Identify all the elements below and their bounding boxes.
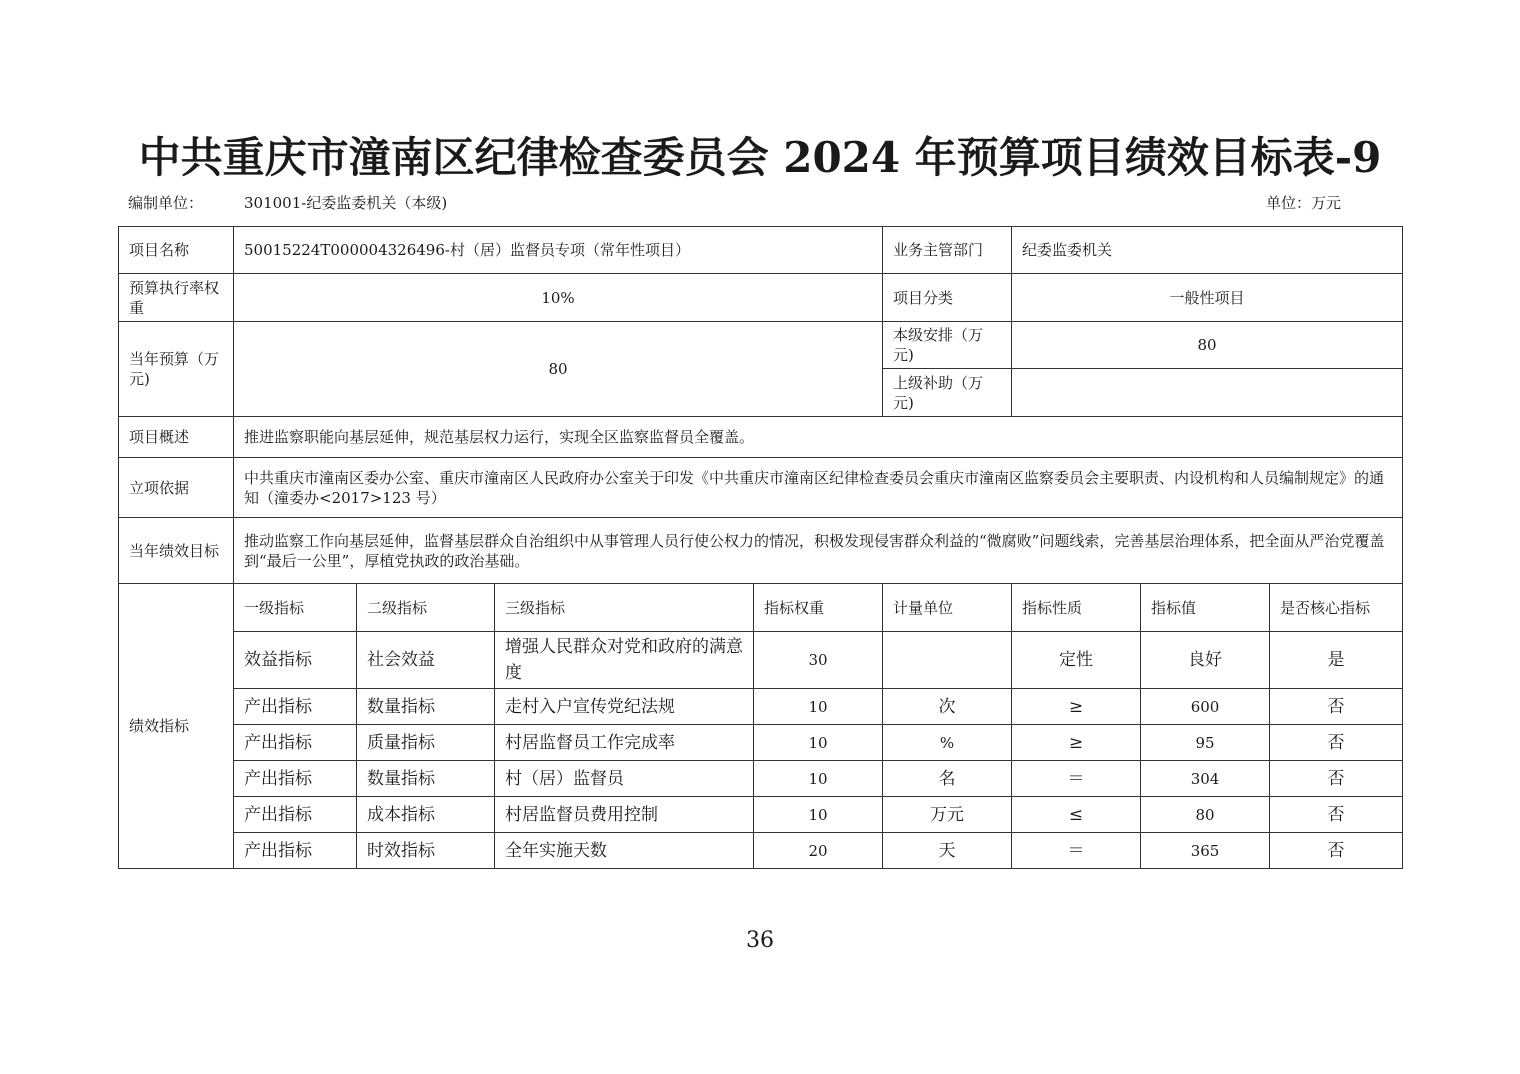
table-row	[119, 689, 1403, 725]
cell-value: 95	[1141, 725, 1270, 761]
cell-core: 是	[1270, 632, 1403, 689]
table-row	[119, 833, 1403, 869]
cell-unit: 天	[883, 833, 1012, 869]
cell-level3: 全年实施天数	[495, 833, 754, 869]
cell-unit: 次	[883, 689, 1012, 725]
budget-value: 80	[234, 322, 883, 417]
cell-level3: 村（居）监督员	[495, 761, 754, 797]
upper-label: 上级补助（万元)	[883, 369, 1012, 417]
cell-unit	[883, 632, 1012, 689]
cell-level3: 增强人民群众对党和政府的满意度	[495, 632, 754, 689]
cell-level1: 效益指标	[234, 632, 357, 689]
header-level3: 三级指标	[495, 584, 754, 632]
cell-nature: 定性	[1012, 632, 1141, 689]
cell-weight: 10	[754, 689, 883, 725]
local-value: 80	[1012, 322, 1403, 369]
category-value: 一般性项目	[1012, 274, 1403, 322]
cell-value: 良好	[1141, 632, 1270, 689]
cell-weight: 30	[754, 632, 883, 689]
cell-value: 80	[1141, 797, 1270, 833]
cell-level3: 村居监督员费用控制	[495, 797, 754, 833]
header-unit: 计量单位	[883, 584, 1012, 632]
dept-label: 业务主管部门	[883, 227, 1012, 274]
cell-nature: ＝	[1012, 761, 1141, 797]
cell-level2: 社会效益	[357, 632, 495, 689]
cell-value: 600	[1141, 689, 1270, 725]
cell-level2: 时效指标	[357, 833, 495, 869]
row-rate	[119, 274, 1403, 322]
document-title: 中共重庆市潼南区纪律检查委员会 2024 年预算项目绩效目标表-9	[138, 133, 1382, 182]
cell-nature: ≥	[1012, 689, 1141, 725]
cell-weight: 10	[754, 761, 883, 797]
indicator-header-row	[119, 584, 1403, 632]
org-label: 编制单位：	[128, 194, 204, 212]
table-row	[119, 632, 1403, 689]
row-goal	[119, 518, 1403, 584]
cell-core: 否	[1270, 689, 1403, 725]
upper-value	[1012, 369, 1403, 417]
row-budget-local	[119, 322, 1403, 369]
cell-level2: 成本指标	[357, 797, 495, 833]
cell-level1: 产出指标	[234, 689, 357, 725]
cell-nature: ≥	[1012, 725, 1141, 761]
cell-core: 否	[1270, 761, 1403, 797]
cell-level1: 产出指标	[234, 833, 357, 869]
dept-value: 纪委监委机关	[1012, 227, 1403, 274]
cell-nature: ＝	[1012, 833, 1141, 869]
cell-value: 304	[1141, 761, 1270, 797]
cell-level2: 质量指标	[357, 725, 495, 761]
goal-label: 当年绩效目标	[119, 518, 234, 584]
cell-weight: 10	[754, 725, 883, 761]
cell-level1: 产出指标	[234, 761, 357, 797]
header-level1: 一级指标	[234, 584, 357, 632]
cell-core: 否	[1270, 797, 1403, 833]
indicator-section-label: 绩效指标	[119, 584, 234, 869]
overview-value: 推进监察职能向基层延伸，规范基层权力运行，实现全区监察监督员全覆盖。	[234, 417, 1403, 458]
rate-label: 预算执行率权重	[119, 274, 234, 322]
cell-nature: ≤	[1012, 797, 1141, 833]
cell-level2: 数量指标	[357, 689, 495, 725]
header-nature: 指标性质	[1012, 584, 1141, 632]
cell-level2: 数量指标	[357, 761, 495, 797]
cell-level1: 产出指标	[234, 797, 357, 833]
budget-label: 当年预算（万元)	[119, 322, 234, 417]
cell-unit: %	[883, 725, 1012, 761]
cell-level3: 村居监督员工作完成率	[495, 725, 754, 761]
cell-value: 365	[1141, 833, 1270, 869]
cell-weight: 20	[754, 833, 883, 869]
project-name-label: 项目名称	[119, 227, 234, 274]
project-name-value: 50015224T000004326496-村（居）监督员专项（常年性项目）	[234, 227, 883, 274]
local-label: 本级安排（万元)	[883, 322, 1012, 369]
header-level2: 二级指标	[357, 584, 495, 632]
cell-unit: 万元	[883, 797, 1012, 833]
performance-table	[118, 226, 1403, 869]
table-row	[119, 797, 1403, 833]
unit-label: 单位：万元	[1266, 194, 1342, 212]
basis-label: 立项依据	[119, 458, 234, 518]
cell-level3: 走村入户宣传党纪法规	[495, 689, 754, 725]
header-weight: 指标权重	[754, 584, 883, 632]
row-project-name	[119, 227, 1403, 274]
cell-core: 否	[1270, 833, 1403, 869]
table-row	[119, 725, 1403, 761]
cell-unit: 名	[883, 761, 1012, 797]
overview-label: 项目概述	[119, 417, 234, 458]
basis-value: 中共重庆市潼南区委办公室、重庆市潼南区人民政府办公室关于印发《中共重庆市潼南区纪律检查委员会重庆市潼南区监察委员会主要职责、内设机构和人员编制规定》的通知（潼委办<2017>123 号）	[234, 458, 1403, 518]
row-overview	[119, 417, 1403, 458]
goal-value: 推动监察工作向基层延伸，监督基层群众自治组织中从事管理人员行使公权力的情况，积极发现侵害群众利益的“微腐败”问题线索，完善基层治理体系，把全面从严治党覆盖到“最后一公里”，厚植党执政的政治基础。	[234, 518, 1403, 584]
rate-value: 10%	[234, 274, 883, 322]
page-number: 36	[746, 928, 774, 953]
cell-weight: 10	[754, 797, 883, 833]
cell-core: 否	[1270, 725, 1403, 761]
row-basis	[119, 458, 1403, 518]
header-core: 是否核心指标	[1270, 584, 1403, 632]
header-value: 指标值	[1141, 584, 1270, 632]
table-row	[119, 761, 1403, 797]
org-value: 301001-纪委监委机关（本级)	[244, 194, 448, 212]
cell-level1: 产出指标	[234, 725, 357, 761]
category-label: 项目分类	[883, 274, 1012, 322]
